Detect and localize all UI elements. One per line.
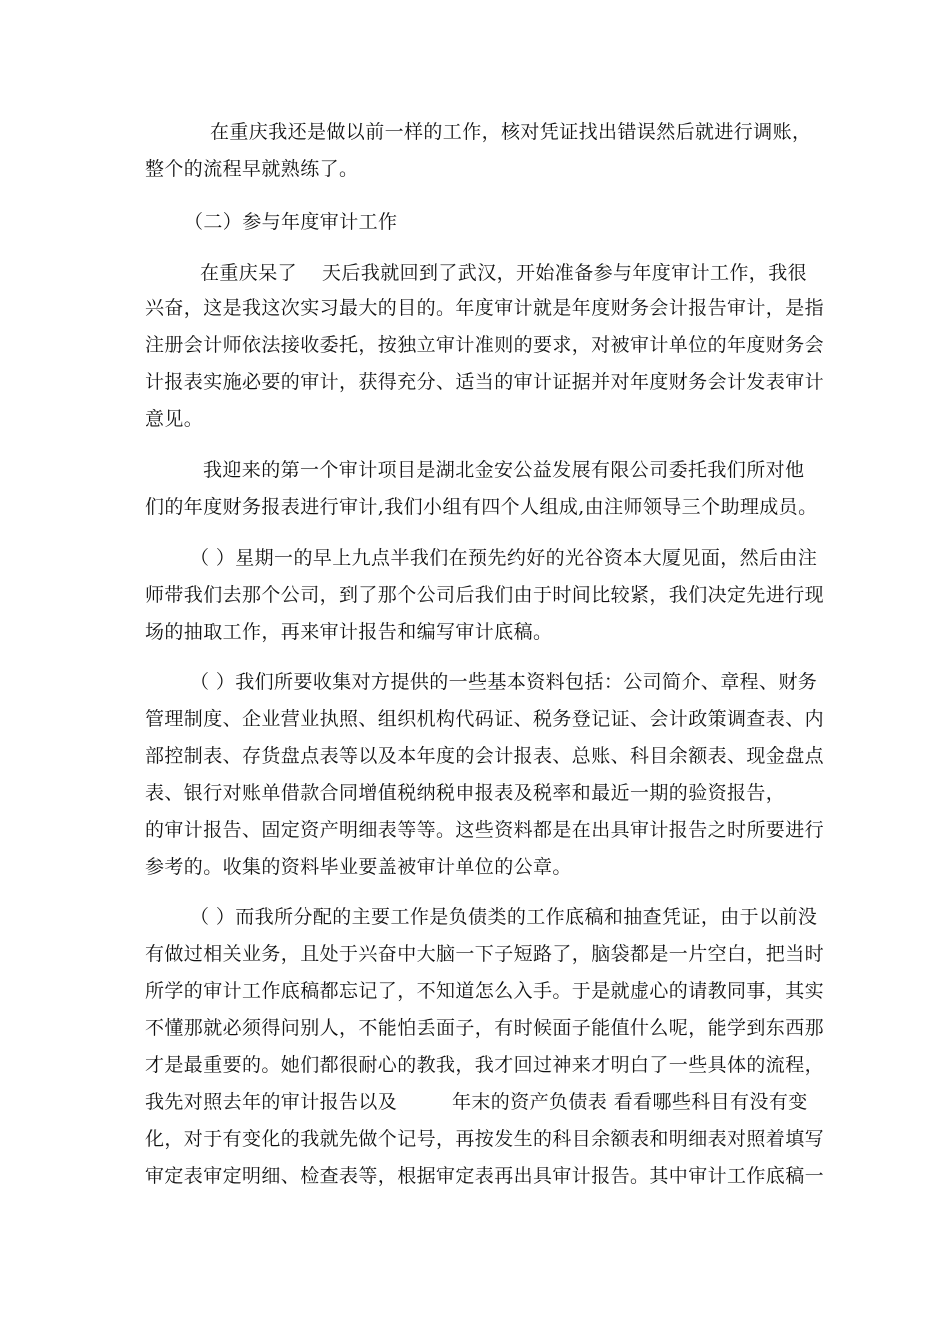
text-line: （ ）我们所要收集对方提供的一些基本资料包括：公司简介、章程、财务 bbox=[190, 671, 818, 693]
text-line: 有做过相关业务，且处于兴奋中大脑一下子短路了，脑袋都是一片空白，把当时 bbox=[145, 943, 825, 965]
text-line: 所学的审计工作底稿都忘记了，不知道怎么入手。于是就虚心的请教同事，其实 bbox=[145, 980, 825, 1002]
text-line: 参考的。收集的资料毕业要盖被审计单位的公章。 bbox=[145, 856, 572, 878]
text-line: 年末的资产负债表 看看哪些科目有没有变 bbox=[452, 1091, 808, 1113]
text-line: 才是最重要的。她们都很耐心的教我，我才回过神来才明白了一些具体的流程， bbox=[145, 1054, 825, 1076]
text-line: 在重庆我还是做以前一样的工作，核对凭证找出错误然后就进行调账， bbox=[210, 121, 812, 143]
section-heading: （二）参与年度审计工作 bbox=[184, 211, 398, 233]
text-line: 们的年度财务报表进行审计,我们小组有四个人组成,由注师领导三个助理成员。 bbox=[145, 496, 818, 518]
text-line: 在重庆呆了 bbox=[200, 262, 298, 284]
text-line: 师带我们去那个公司，到了那个公司后我们由于时间比较紧，我们决定先进行现 bbox=[145, 584, 825, 606]
text-line: 兴奋，这是我这次实习最大的目的。年度审计就是年度财务会计报告审计，是指 bbox=[145, 297, 825, 319]
text-line: 计报表实施必要的审计，获得充分、适当的审计证据并对年度财务会计发表审计 bbox=[145, 371, 825, 393]
text-line: 我先对照去年的审计报告以及 bbox=[145, 1091, 398, 1113]
text-line: 我迎来的第一个审计项目是湖北金安公益发展有限公司委托我们所对他 bbox=[203, 459, 805, 481]
text-line: 天后我就回到了武汉，开始准备参与年度审计工作，我很 bbox=[322, 262, 808, 284]
text-line: 表、银行对账单借款合同增值税纳税申报表及税率和最近一期的验资报告， bbox=[145, 782, 786, 804]
text-line: 管理制度、企业营业执照、组织机构代码证、税务登记证、会计政策调查表、内 bbox=[145, 708, 825, 730]
text-line: 不懂那就必须得问别人，不能怕丢面子，有时候面子能值什么呢，能学到东西那 bbox=[145, 1017, 825, 1039]
text-line: 场的抽取工作，再来审计报告和编写审计底稿。 bbox=[145, 621, 553, 643]
text-line: 意见。 bbox=[145, 408, 204, 430]
text-line: 审定表审定明细、检查表等，根据审定表再出具审计报告。其中审计工作底稿一 bbox=[145, 1165, 825, 1187]
text-line: （ ）星期一的早上九点半我们在预先约好的光谷资本大厦见面，然后由注 bbox=[190, 547, 818, 569]
text-line: 整个的流程早就熟练了。 bbox=[145, 158, 359, 180]
text-line: 的审计报告、固定资产明细表等等。这些资料都是在出具审计报告之时所要进行 bbox=[145, 819, 825, 841]
text-line: 部控制表、存货盘点表等以及本年度的会计报表、总账、科目余额表、现金盘点 bbox=[145, 745, 825, 767]
text-line: 注册会计师依法接收委托，按独立审计准则的要求，对被审计单位的年度财务会 bbox=[145, 334, 825, 356]
text-line: （ ）而我所分配的主要工作是负债类的工作底稿和抽查凭证，由于以前没 bbox=[190, 906, 818, 928]
text-line: 化，对于有变化的我就先做个记号，再按发生的科目余额表和明细表对照着填写 bbox=[145, 1128, 825, 1150]
